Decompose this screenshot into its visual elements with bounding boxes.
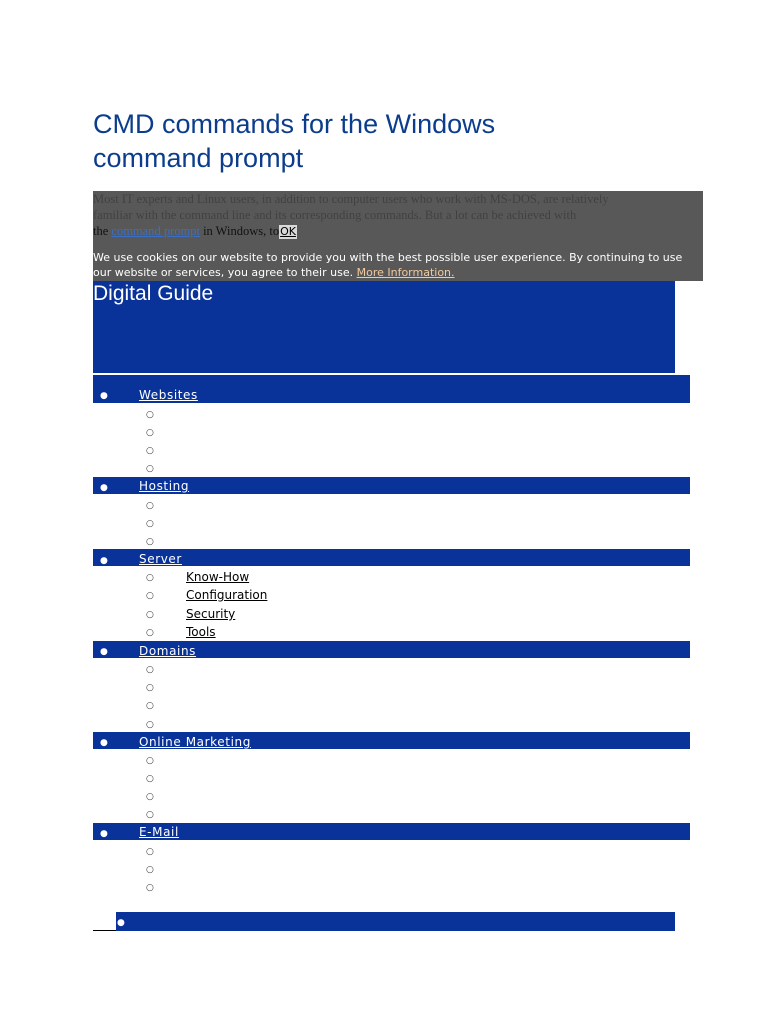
digital-guide-logo[interactable]: Digital Guide [93,282,214,305]
page-title [93,107,713,175]
bullet-icon: ● [100,556,108,566]
bottom-nav-bar [116,912,675,931]
circle-bullet-icon: ○ [146,573,154,583]
cookie-message: We use cookies on our website to provide you with the best possible user experience. By continuing to use our website or services, you agree to their use. [93,251,683,279]
intro-line3-suffix: in Windows, to [203,224,280,238]
subnav-item-security[interactable]: Security [186,607,236,621]
bullet-icon: ● [100,647,108,657]
circle-bullet-icon: ○ [146,756,154,766]
nav-item-domains[interactable]: Domains [139,644,197,658]
bullet-icon: ● [100,483,108,493]
nav-item-online-marketing[interactable]: Online Marketing [139,735,251,749]
circle-bullet-icon: ○ [146,519,154,529]
circle-bullet-icon: ○ [146,683,154,693]
nav-bar-email [93,823,690,840]
circle-bullet-icon: ○ [146,810,154,820]
more-information-link[interactable]: More Information. [356,266,455,279]
circle-bullet-icon: ○ [146,464,154,474]
divider [93,930,116,931]
circle-bullet-icon: ○ [146,720,154,730]
circle-bullet-icon: ○ [146,701,154,711]
nav-item-server[interactable]: Server [139,552,182,566]
circle-bullet-icon: ○ [146,501,154,511]
nav-item-email[interactable]: E-Mail [139,825,179,839]
circle-bullet-icon: ○ [146,628,154,638]
page-title-line1: CMD commands for the Windows [93,109,496,139]
circle-bullet-icon: ○ [146,446,154,456]
cookie-ok-button[interactable]: OK [280,225,296,238]
circle-bullet-icon: ○ [146,847,154,857]
bullet-icon: ● [100,391,108,401]
command-prompt-link[interactable]: command prompt [111,224,200,238]
subnav-item-configuration[interactable]: Configuration [186,588,268,602]
circle-bullet-icon: ○ [146,610,154,620]
nav-item-hosting[interactable]: Hosting [139,479,190,493]
intro-line-3 [93,223,297,239]
circle-bullet-icon: ○ [146,883,154,893]
circle-bullet-icon: ○ [146,591,154,601]
circle-bullet-icon: ○ [146,865,154,875]
circle-bullet-icon: ○ [146,537,154,547]
subnav-item-know-how[interactable]: Know-How [186,570,250,584]
circle-bullet-icon: ○ [146,792,154,802]
cookie-banner-text [93,250,703,280]
bullet-icon: ● [117,918,125,928]
circle-bullet-icon: ○ [146,774,154,784]
circle-bullet-icon: ○ [146,410,154,420]
nav-bar-server [93,549,690,566]
bullet-icon: ● [100,829,108,839]
page-title-line2: command prompt [93,143,304,173]
intro-line3-prefix: the [93,224,109,238]
subnav-item-tools[interactable]: Tools [186,625,216,639]
bullet-icon: ● [100,738,108,748]
circle-bullet-icon: ○ [146,428,154,438]
nav-item-websites[interactable]: Websites [139,388,198,402]
circle-bullet-icon: ○ [146,665,154,675]
